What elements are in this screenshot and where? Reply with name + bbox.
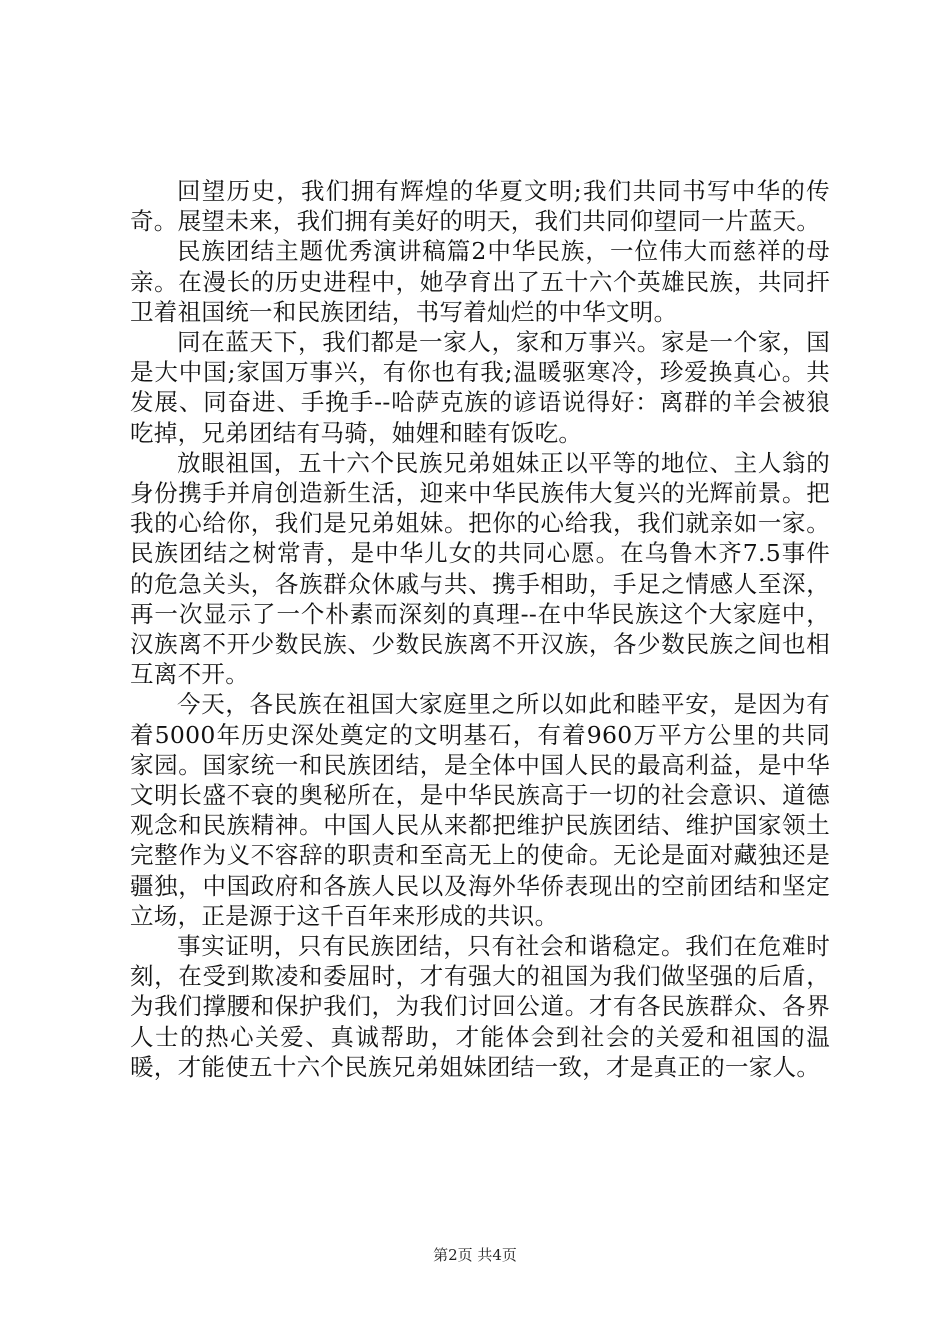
paragraph-6: 事实证明，只有民族团结，只有社会和谐稳定。我们在危难时刻，在受到欺凌和委屈时，才有强大的祖国为我们做坚强的后盾，为我们撑腰和保护我们，为我们讨回公道。才有各民族群众、各界人士的热心关爱、真诚帮助，才能体会到社会的关爱和祖国的温暖，才能使五十六个民族兄弟姐妹团结一致，才是真正的一家人。 [130,932,830,1081]
paragraph-4: 放眼祖国，五十六个民族兄弟姐妹正以平等的地位、主人翁的身份携手并肩创造新生活，迎来中华民族伟大复兴的光辉前景。把我的心给你，我们是兄弟姐妹。把你的心给我，我们就亲如一家。民族团结之树常青，是中华儿女的共同心愿。在乌鲁木齐7.5事件的危急关头，各族群众休戚与共、携手相助，手足之情感人至深，再一次显示了一个朴素而深刻的真理--在中华民族这个大家庭中，汉族离不开少数民族、少数民族离不开汉族，各少数民族之间也相互离不开。 [130,448,830,689]
document-body [130,176,830,1082]
page-footer: 第2页 共4页 [433,1246,517,1264]
paragraph-2: 民族团结主题优秀演讲稿篇2中华民族，一位伟大而慈祥的母亲。在漫长的历史进程中，她孕育出了五十六个英雄民族，共同扞卫着祖国统一和民族团结，书写着灿烂的中华文明。 [130,237,830,326]
paragraph-1: 回望历史，我们拥有辉煌的华夏文明;我们共同书写中华的传奇。展望未来，我们拥有美好的明天，我们共同仰望同一片蓝天。 [130,177,830,236]
paragraph-5: 今天，各民族在祖国大家庭里之所以如此和睦平安，是因为有着5000年历史深处奠定的文明基石，有着960万平方公里的共同家园。国家统一和民族团结，是全体中国人民的最高利益，是中华文明长盛不衰的奥秘所在，是中华民族高于一切的社会意识、道德观念和民族精神。中国人民从来都把维护民族团结、维护国家领土完整作为义不容辞的职责和至高无上的使命。无论是面对藏独还是疆独，中国政府和各族人民以及海外华侨表现出的空前团结和坚定立场，正是源于这千百年来形成的共识。 [130,690,830,930]
paragraph-3: 同在蓝天下，我们都是一家人，家和万事兴。家是一个家，国是大中国;家国万事兴，有你也有我;温暖驱寒冷，珍爱换真心。共发展、同奋进、手挽手--哈萨克族的谚语说得好：离群的羊会被狼吃掉，兄弟团结有马骑，妯娌和睦有饭吃。 [130,328,830,447]
